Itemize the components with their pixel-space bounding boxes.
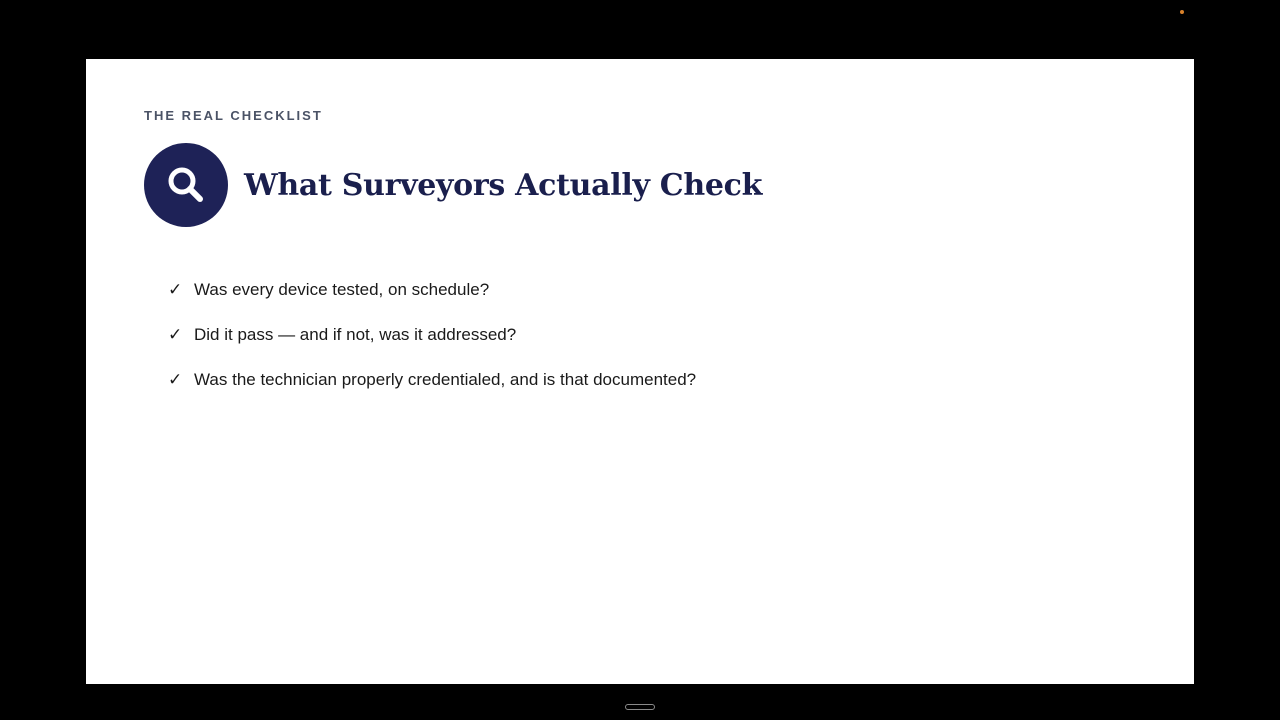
presentation-slide xyxy=(86,59,1194,684)
slide-eyebrow: THE REAL CHECKLIST xyxy=(144,108,323,123)
checklist-item xyxy=(168,357,696,402)
checklist-item xyxy=(168,267,696,312)
magnifying-glass-icon xyxy=(144,143,228,227)
checklist-item-text: Was the technician properly credentialed, and is that documented? xyxy=(194,369,697,389)
checkmark-icon: ✓ xyxy=(168,369,183,390)
slide-title-row xyxy=(144,143,762,227)
checkmark-icon: ✓ xyxy=(168,324,183,345)
checklist-item-text: Did it pass — and if not, was it addressed? xyxy=(194,324,517,344)
status-indicator-dot xyxy=(1180,10,1184,14)
home-indicator[interactable] xyxy=(625,704,655,710)
slide-title: What Surveyors Actually Check xyxy=(244,167,763,203)
checklist-item xyxy=(168,312,696,357)
checklist xyxy=(168,267,696,402)
checkmark-icon: ✓ xyxy=(168,279,183,300)
checklist-item-text: Was every device tested, on schedule? xyxy=(194,279,490,299)
